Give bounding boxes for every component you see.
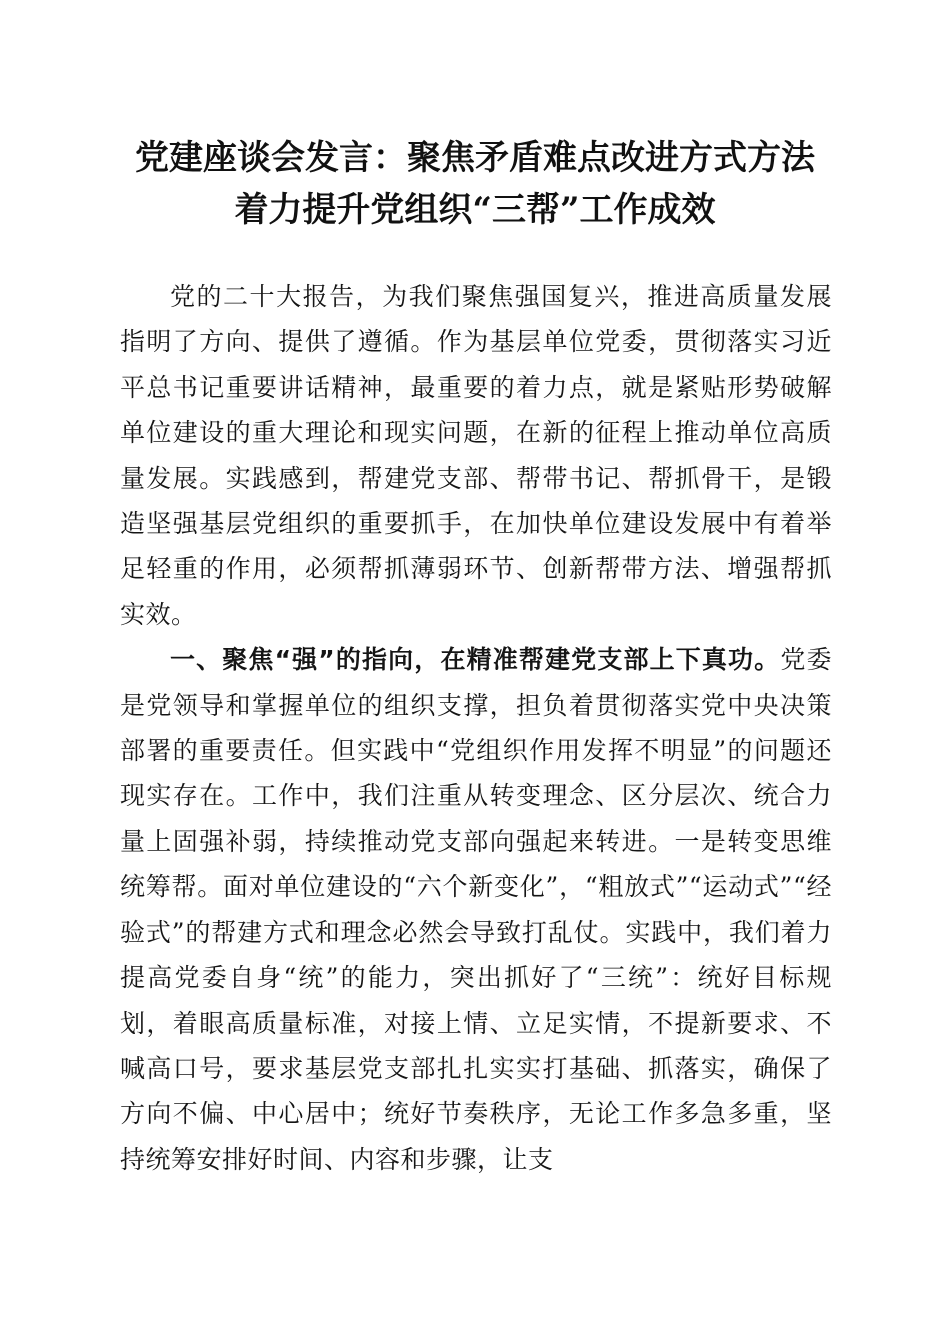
paragraph-section-1 [120,637,832,1182]
document-body [120,274,832,1182]
document-title [60,132,890,236]
title-line-1: 党建座谈会发言：聚焦矛盾难点改进方式方法 [135,138,815,178]
paragraph-intro: 党的二十大报告，为我们聚焦强国复兴，推进高质量发展指明了方向、提供了遵循。作为基层单位党委，贯彻落实习近平总书记重要讲话精神，最重要的着力点，就是紧贴形势破解单位建设的重大理论和现实问题，在新的征程上推动单位高质量发展。实践感到，帮建党支部、帮带书记、帮抓骨干，是锻造坚强基层党组织的重要抓手，在加快单位建设发展中有着举足轻重的作用，必须帮抓薄弱环节、创新帮带方法、增强帮抓实效。 [120,282,832,629]
section-1-heading: 一、聚焦“强”的指向，在精准帮建党支部上下真功。 [170,645,781,675]
title-line-2: 着力提升党组织“三帮”工作成效 [234,190,716,230]
section-1-text: 党委是党领导和掌握单位的组织支撑，担负着贯彻落实党中央决策部署的重要责任。但实践中“党组织作用发挥不明显”的问题还现实存在。工作中，我们注重从转变理念、区分层次、统合力量上固强补弱，持续推动党支部向强起来转进。一是转变思维统筹帮。面对单位建设的“六个新变化”，“粗放式”“运动式”“经验式”的帮建方式和理念必然会导致打乱仗。实践中，我们着力提高党委自身“统”的能力，突出抓好了“三统”：统好目标规划，着眼高质量标准，对接上情、立足实情，不提新要求、不喊高口号，要求基层党支部扎扎实实打基础、抓落实，确保了方向不偏、中心居中；统好节奏秩序，无论工作多急多重，坚持统筹安排好时间、内容和步骤，让支 [120,645,832,1174]
